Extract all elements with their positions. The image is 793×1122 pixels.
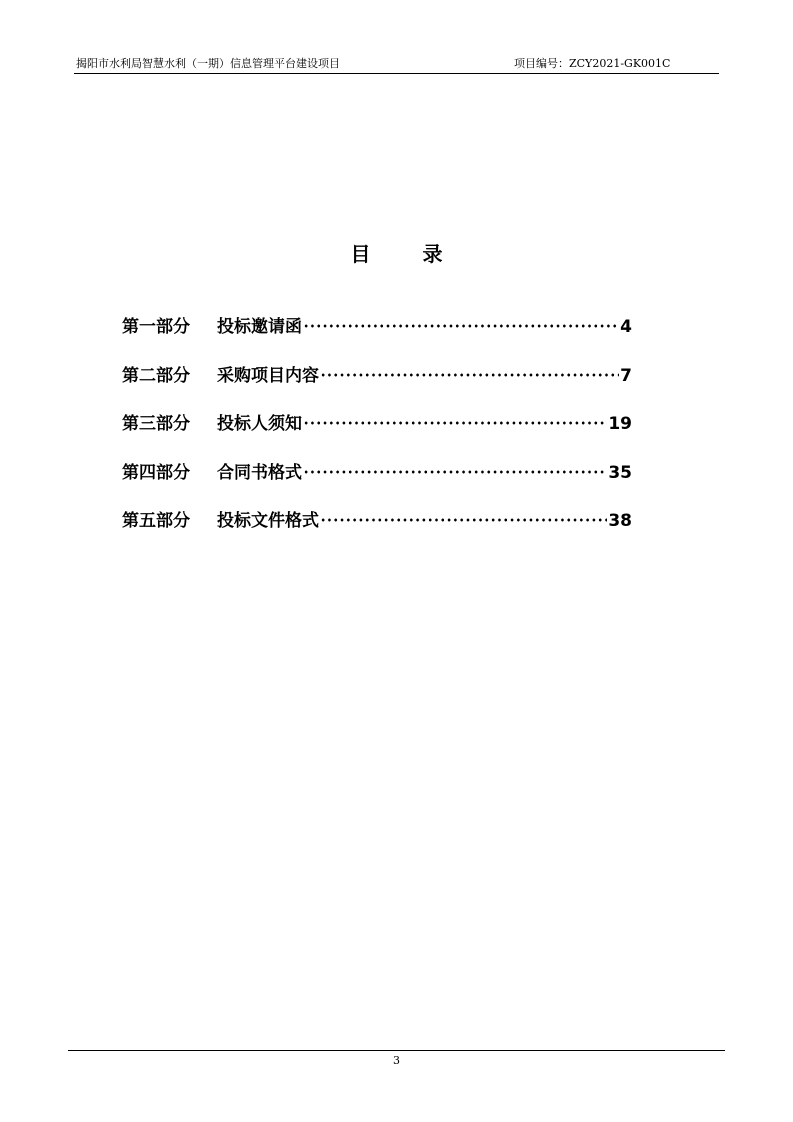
toc-entry[interactable] (122, 409, 632, 458)
toc-entry[interactable] (122, 312, 632, 361)
toc-entry-name: 投标文件格式 (217, 511, 319, 531)
toc-entry-part: 第二部分 (122, 365, 190, 386)
toc-entry[interactable] (122, 458, 632, 507)
toc-list (122, 312, 632, 555)
toc-entry-name: 采购项目内容 (217, 365, 319, 386)
toc-dot-leader (320, 510, 607, 530)
toc-dot-leader (303, 413, 607, 433)
toc-entry-part: 第三部分 (122, 414, 190, 434)
footer-rule (68, 1050, 725, 1051)
toc-entry[interactable] (122, 361, 632, 410)
toc-entry-part: 第五部分 (122, 511, 190, 531)
footer-page-number: 3 (393, 1054, 400, 1067)
toc-title: 目录 (350, 242, 495, 266)
toc-entry-page: 38 (608, 511, 632, 531)
header-project-number: 项目编号：ZCY2021-GK001C (514, 57, 671, 70)
header-project-name: 揭阳市水利局智慧水利（一期）信息管理平台建设项目 (76, 57, 340, 70)
toc-dot-leader (303, 462, 607, 482)
toc-entry-page: 35 (608, 462, 632, 483)
toc-entry-name: 合同书格式 (217, 462, 302, 483)
toc-entry-part: 第一部分 (122, 317, 190, 337)
toc-entry-page: 4 (620, 317, 632, 337)
toc-dot-leader (320, 365, 619, 385)
toc-entry[interactable] (122, 506, 632, 555)
toc-entry-name: 投标人须知 (217, 414, 302, 434)
toc-entry-page: 19 (608, 414, 632, 434)
page-header (74, 57, 719, 74)
toc-dot-leader (303, 316, 619, 336)
toc-entry-page: 7 (620, 365, 632, 386)
toc-entry-name: 投标邀请函 (217, 317, 302, 337)
toc-entry-part: 第四部分 (122, 462, 190, 483)
